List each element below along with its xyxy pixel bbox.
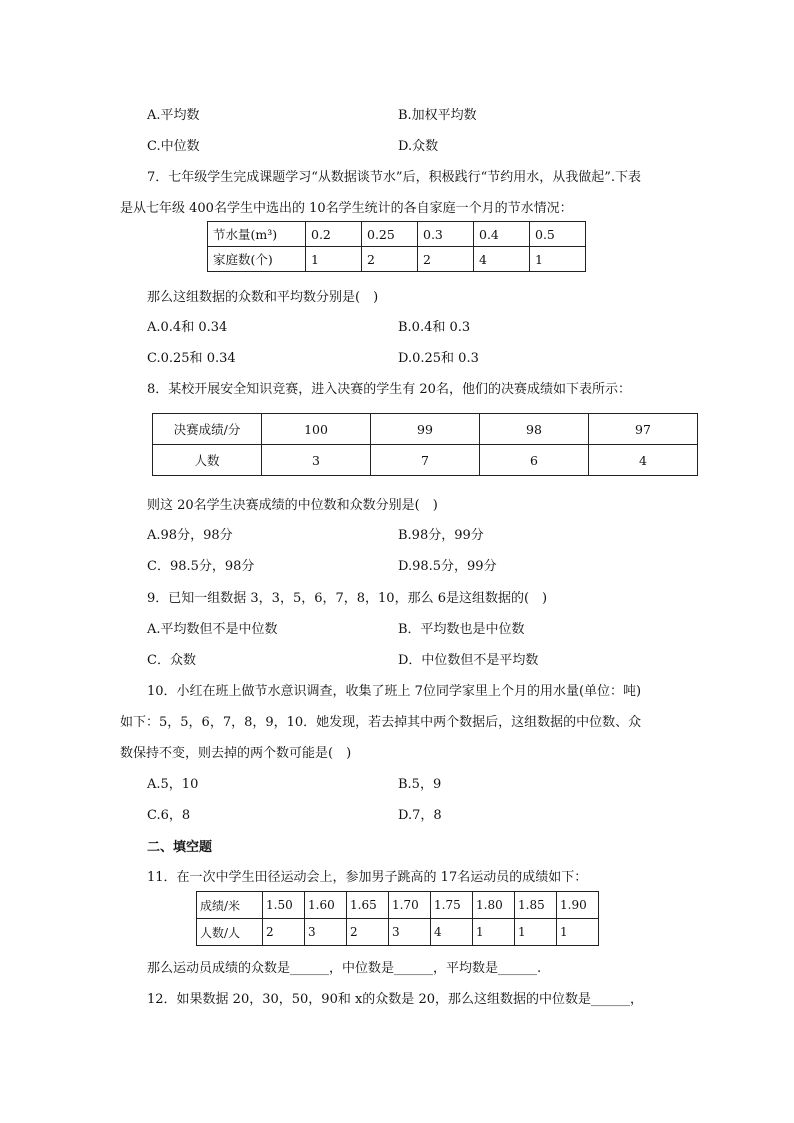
section-title: 二、填空题 [147,840,213,855]
q8-option-b: B.98分，99分 [398,528,484,543]
q7-option-b: B.0.4和 0.3 [398,320,471,335]
q11-table [196,891,599,946]
table-cell: 1 [530,247,586,272]
q9-stem-line1: 9．已知一组数据 3，3，5，6，7，8，10，那么 6是这组数据的( ) [147,591,548,606]
table-cell: 0.3 [418,222,474,247]
table-row [197,919,599,946]
q9-option-a: A.平均数但不是中位数 [147,622,278,637]
q11-question: 那么运动员成绩的众数是______，中位数是______，平均数是______. [147,961,542,976]
table-cell: 1.90 [557,892,599,919]
table-cell: 0.2 [306,222,362,247]
q10-option-b: B.5，9 [398,777,442,792]
table-cell: 人数 [153,445,262,476]
q8-option-a: A.98分，98分 [147,528,233,543]
q9-option-d: D．中位数但不是平均数 [398,653,539,668]
table-cell: 1 [306,247,362,272]
q12-stem-line1: 12．如果数据 20，30，50，90和 x的众数是 20，那么这组数据的中位数是______， [147,992,643,1007]
q7-option-c: C.0.25和 0.34 [147,351,236,366]
q10-option-d: D.7，8 [398,808,442,823]
q9-option-b: B．平均数也是中位数 [398,622,525,637]
q7-option-a: A.0.4和 0.34 [147,320,228,335]
q10-stem-line2: 如下：5，5，6，7，8，9，10．她发现，若去掉其中两个数据后，这组数据的中位数、众 [120,715,642,730]
table-cell: 4 [431,919,473,946]
table-cell: 3 [389,919,431,946]
table-cell: 0.5 [530,222,586,247]
table-cell: 1.75 [431,892,473,919]
q6-option-a: A.平均数 [147,108,200,123]
q8-stem-line1: 8．某校开展安全知识竞赛，进入决赛的学生有 20名，他们的决赛成绩如下表所示： [147,382,631,397]
q7-stem-line2: 是从七年级 400名学生中选出的 10名学生统计的各自家庭一个月的节水情况： [120,201,573,216]
table-cell: 1 [557,919,599,946]
table-row [208,247,586,272]
q10-stem-line3: 数保持不变，则去掉的两个数可能是( ) [120,746,352,761]
q8-option-c: C．98.5分，98分 [147,559,255,574]
table-cell: 6 [480,445,589,476]
table-cell: 2 [418,247,474,272]
table-cell: 3 [305,919,347,946]
table-cell: 1.65 [347,892,389,919]
table-cell: 1 [515,919,557,946]
table-cell: 1.85 [515,892,557,919]
table-cell: 100 [262,414,371,445]
table-row [197,892,599,919]
table-cell: 4 [474,247,530,272]
q8-table [152,413,698,476]
table-cell: 0.4 [474,222,530,247]
table-row [153,414,698,445]
table-cell: 0.25 [362,222,418,247]
table-cell: 2 [347,919,389,946]
q7-option-d: D.0.25和 0.3 [398,351,479,366]
table-row [153,445,698,476]
table-cell: 1.60 [305,892,347,919]
table-cell: 节水量(m³) [208,222,306,247]
q7-question: 那么这组数据的众数和平均数分别是( ) [147,290,379,305]
table-row [208,222,586,247]
q6-option-b: B.加权平均数 [398,108,477,123]
table-cell: 成绩/米 [197,892,263,919]
table-cell: 3 [262,445,371,476]
q10-option-c: C.6，8 [147,808,191,823]
q8-question: 则这 20名学生决赛成绩的中位数和众数分别是( ) [147,498,438,513]
q11-stem-line1: 11．在一次中学生田径运动会上，参加男子跳高的 17名运动员的成绩如下： [147,870,588,885]
q7-table [207,221,586,272]
table-cell: 决赛成绩/分 [153,414,262,445]
table-cell: 1.80 [473,892,515,919]
table-cell: 1.50 [263,892,305,919]
table-cell: 1.70 [389,892,431,919]
q10-option-a: A.5，10 [147,777,199,792]
table-cell: 2 [362,247,418,272]
q10-stem-line1: 10．小红在班上做节水意识调查，收集了班上 7位同学家里上个月的用水量(单位：吨) [147,684,642,699]
table-cell: 家庭数(个) [208,247,306,272]
table-cell: 97 [589,414,698,445]
table-cell: 98 [480,414,589,445]
table-cell: 人数/人 [197,919,263,946]
table-cell: 7 [371,445,480,476]
table-cell: 4 [589,445,698,476]
q7-stem-line1: 7．七年级学生完成课题学习“从数据谈节水”后，积极践行“节约用水，从我做起”.下表 [147,170,641,185]
table-cell: 99 [371,414,480,445]
table-cell: 1 [473,919,515,946]
q9-option-c: C．众数 [147,653,196,668]
q6-option-d: D.众数 [398,139,439,154]
table-cell: 2 [263,919,305,946]
q6-option-c: C.中位数 [147,139,200,154]
q8-option-d: D.98.5分，99分 [398,559,497,574]
